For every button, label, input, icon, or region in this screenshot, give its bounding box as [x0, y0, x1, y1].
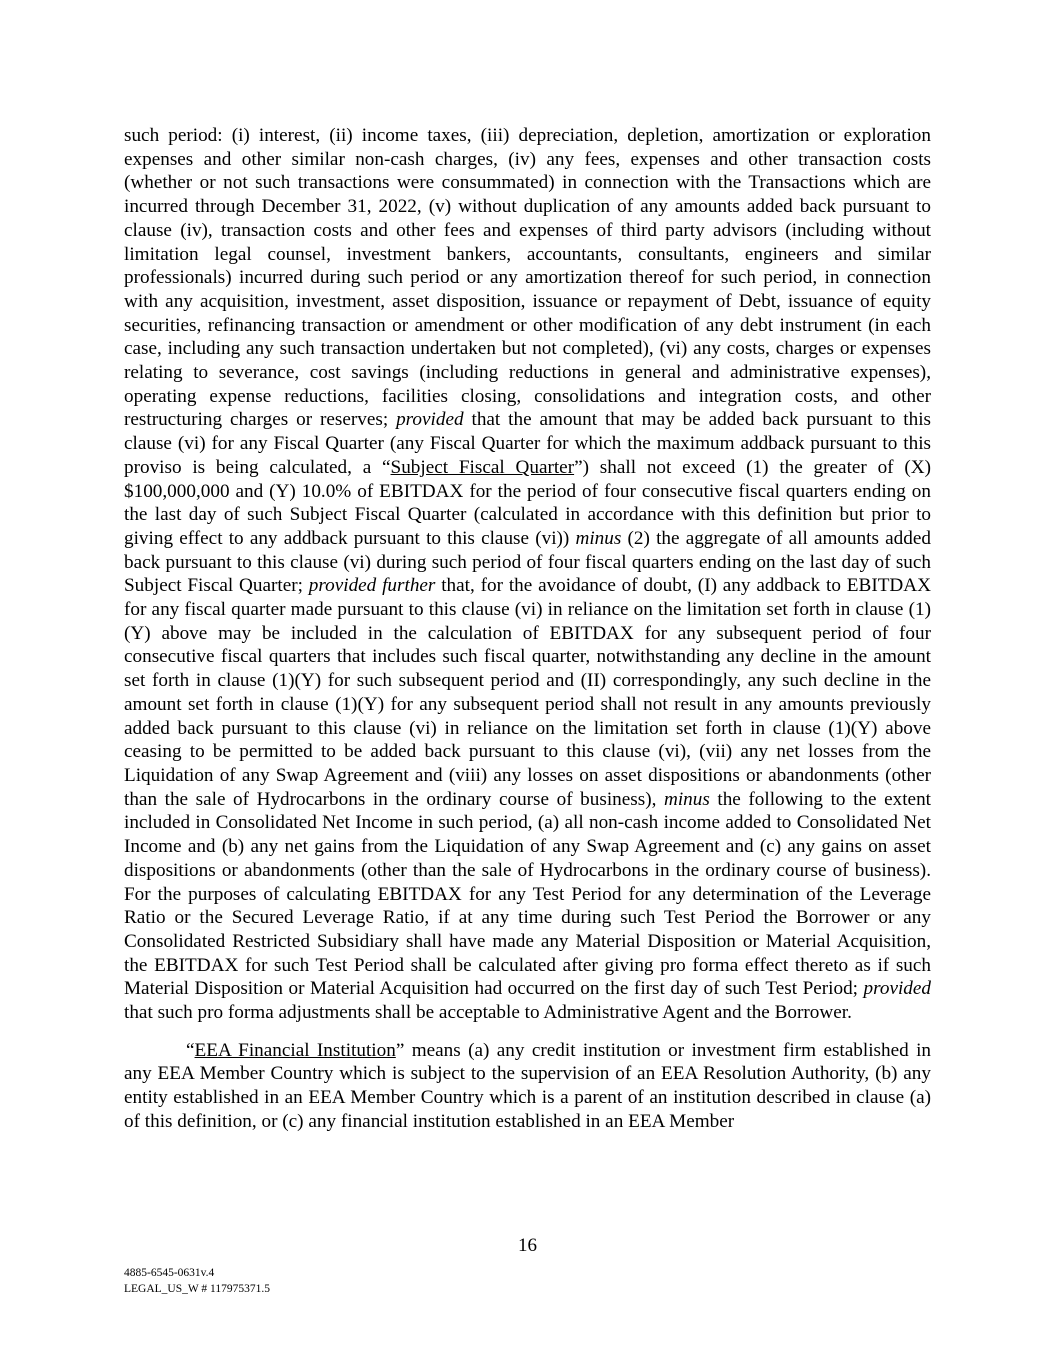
text-run: that the amount that may be added back pursuant to this clause (vi) for any Fiscal Quarter (any Fiscal Quarter for which the maximum addback pursuant to this proviso is being calculated, a “ — [124, 409, 931, 478]
footer-doc-id: 4885-6545-0631v.4 — [124, 1267, 215, 1279]
document-footer — [124, 1265, 270, 1297]
italic-term-provided: provided — [863, 978, 931, 1000]
definition-paragraph-continued — [124, 124, 931, 1025]
defined-term-eea-financial-institution: EEA Financial Institution — [194, 1039, 396, 1061]
definition-eea-financial-institution — [124, 1039, 931, 1134]
document-body — [124, 124, 931, 1134]
text-run: (2) the aggregate of all amounts added back pursuant to this clause (vi) during such period of four fiscal quarters ending on the last day of such Subject Fiscal Quarter; — [124, 527, 931, 597]
text-run: that such pro forma adjustments shall be acceptable to Administrative Agent and the Borrower. — [124, 1002, 852, 1024]
text-run: ”) shall not exceed (1) the greater of (X) $100,000,000 and (Y) 10.0% of EBITDAX for the period of four consecutive fiscal quarters ending on the last day of such Subject Fiscal Quarter (calculated in accordance with this definition but prior to giving effect to any addback pursuant to this clause (vi)) — [124, 456, 931, 549]
text-run: “ — [186, 1039, 195, 1061]
italic-term-provided: provided — [396, 409, 464, 431]
defined-term-subject-fiscal-quarter: Subject Fiscal Quarter — [390, 456, 575, 478]
footer-legal-id: LEGAL_US_W # 117975371.5 — [124, 1283, 270, 1295]
text-run: the following to the extent included in Consolidated Net Income in such period, (a) all non-cash income added to Consolidated Net Income and (b) any net gains from the Liquidation of any Swap Agreement and (c) any gains on asset dispositions or abandonments (other than the sale of Hydrocarbons in the ordinary course of business). For the purposes of calculating EBITDAX for any Test Period for any determination of the Leverage Ratio or the Secured Leverage Ratio, if at any time during such Test Period the Borrower or any Consolidated Restricted Subsidiary shall have made any Material Disposition or Material Acquisition, the EBITDAX for such Test Period shall be calculated after giving pro forma effect thereto as if such Material Disposition or Material Acquisition had occurred on the first day of such Test Period; — [124, 788, 931, 1000]
text-run: that, for the avoidance of doubt, (I) any addback to EBITDAX for any fiscal quarter made pursuant to this clause (vi) in reliance on the limitation set forth in clause (1)(Y) above may be included in the calculation of EBITDAX for any subsequent period of four consecutive fiscal quarters that includes such fiscal quarter, notwithstanding any decline in the amount set forth in clause (1)(Y) for such subsequent period and (II) correspondingly, any such decline in the amount set forth in clause (1)(Y) for any subsequent period shall not result in any amounts previously added back pursuant to this clause (vi) in reliance on the limitation set forth in clause (1)(Y) above ceasing to be permitted to be added back pursuant to this clause (vi), (vii) any net losses from the Liquidation of any Swap Agreement and (viii) any losses on asset dispositions or abandonments (other than the sale of Hydrocarbons in the ordinary course of business), — [124, 575, 932, 810]
text-run: such period: (i) interest, (ii) income taxes, (iii) depreciation, depletion, amortization or exploration expenses and other similar non-cash charges, (iv) any fees, expenses and other transaction costs (whether or not such transactions were consummated) in connection with the Transactions which are incurred through December 31, 2022, (v) without duplication of any amounts added back pursuant to clause (iv), transaction costs and other fees and expenses of third party advisors (including without limitation legal counsel, investment bankers, accountants, consultants, engineers and similar professionals) incurred during such period or any amortization thereof for such period, in connection with any acquisition, investment, asset disposition, issuance or repayment of Debt, issuance of equity securities, refinancing transaction or amendment or other modification of any debt instrument (in each case, including any such transaction undertaken but not completed), (vi) any costs, charges or expenses relating to severance, cost savings (including reductions in general and administrative expenses), operating expense reductions, facilities closing, consolidations and integration costs, and other restructuring charges or reserves; — [124, 125, 931, 431]
italic-term-provided-further: provided further — [308, 575, 436, 597]
italic-term-minus: minus — [575, 527, 622, 549]
italic-term-minus: minus — [663, 788, 710, 810]
page-number: 16 — [518, 1235, 537, 1256]
text-run: ” means (a) any credit institution or investment firm established in any EEA Member Country which is subject to the supervision of an EEA Resolution Authority, (b) any entity established in an EEA Member Country which is a parent of an institution described in clause (a) of this definition, or (c) any financial institution established in an EEA Member — [124, 1039, 931, 1132]
